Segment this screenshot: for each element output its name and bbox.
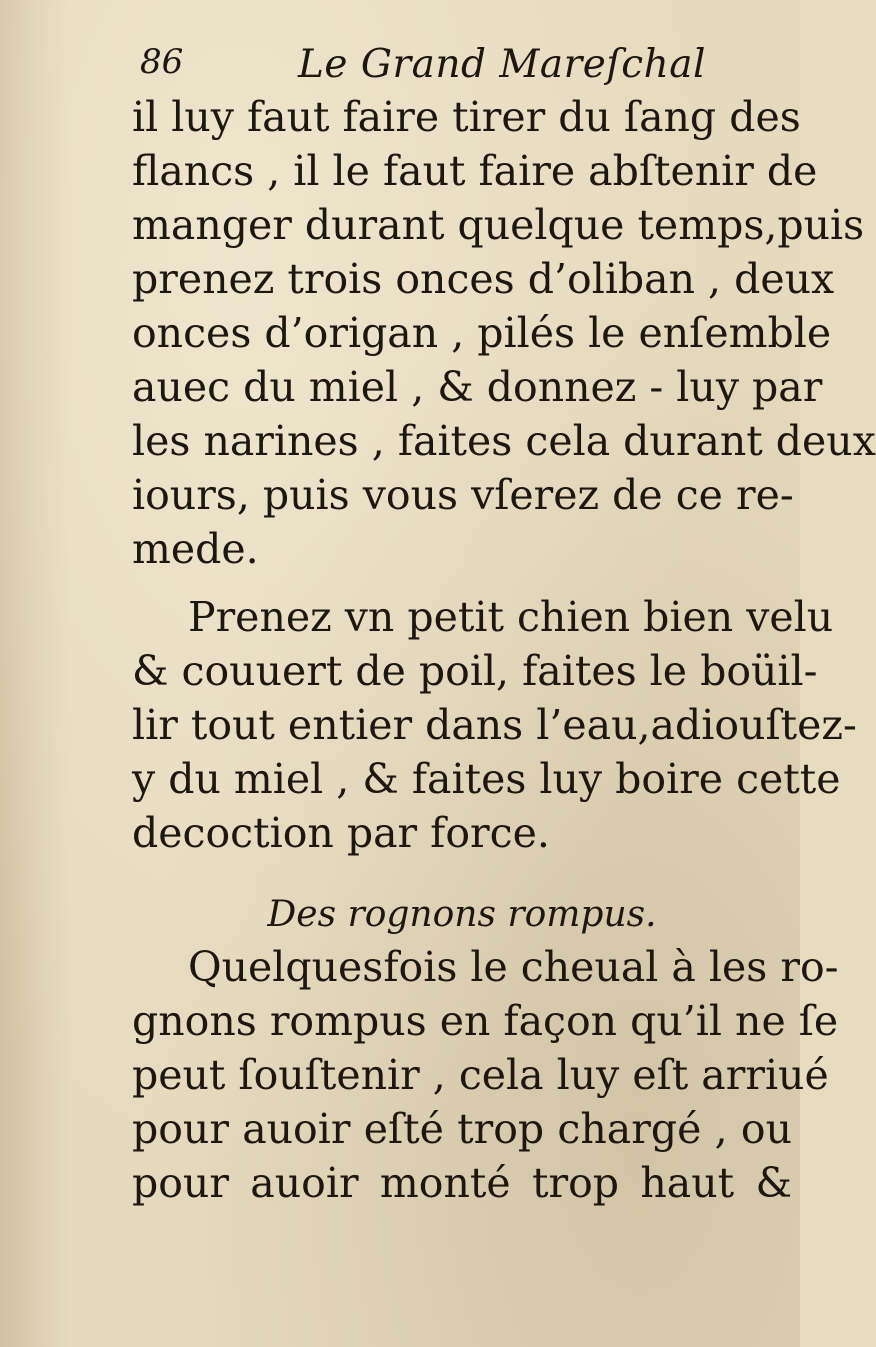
text-line: & couuert de poil, faites le boüil- <box>132 647 818 695</box>
text-line: decoction par force. <box>132 809 550 857</box>
text-line: prenez trois onces d’oliban , deux <box>132 255 835 303</box>
text-line: les narines , faites cela durant deux <box>132 417 876 465</box>
page-number: 86 <box>140 42 184 82</box>
text-line: flancs , il le faut faire abſtenir de <box>132 147 818 195</box>
text-line: gnons rompus en façon qu’il ne ſe <box>132 997 839 1045</box>
text-line: y du miel , & faites luy boire cette <box>132 755 841 803</box>
running-head <box>140 42 760 92</box>
text-line: onces d’origan , pilés le enſemble <box>132 309 832 357</box>
paragraph-2 <box>132 590 857 860</box>
text-line: Prenez vn petit chien bien velu <box>188 593 834 641</box>
text-line: mede. <box>132 525 259 573</box>
text-line: peut ſouſtenir , cela luy eſt arriué <box>132 1051 829 1099</box>
text-line: manger durant quelque temps,puis <box>132 201 865 249</box>
running-title: Le Grand Mareſchal <box>298 42 706 87</box>
text-line: iours, puis vous vſerez de ce re- <box>132 471 794 519</box>
text-line: pour auoir eſté trop chargé , ou <box>132 1105 792 1153</box>
text-line: pour auoir monté trop haut & <box>132 1159 792 1207</box>
text-line: lir tout entier dans l’eau,adiouſtez- <box>132 701 857 749</box>
text-line: auec du miel , & donnez - luy par <box>132 363 823 411</box>
text-line: Quelquesfois le cheual à les ro- <box>188 943 839 991</box>
body-text <box>132 90 876 1210</box>
text-line: il luy faut faire tirer du ſang des <box>132 93 801 141</box>
paragraph-3 <box>132 940 839 1210</box>
section-heading: Des rognons rompus. <box>267 894 657 935</box>
paragraph-1 <box>132 90 876 576</box>
